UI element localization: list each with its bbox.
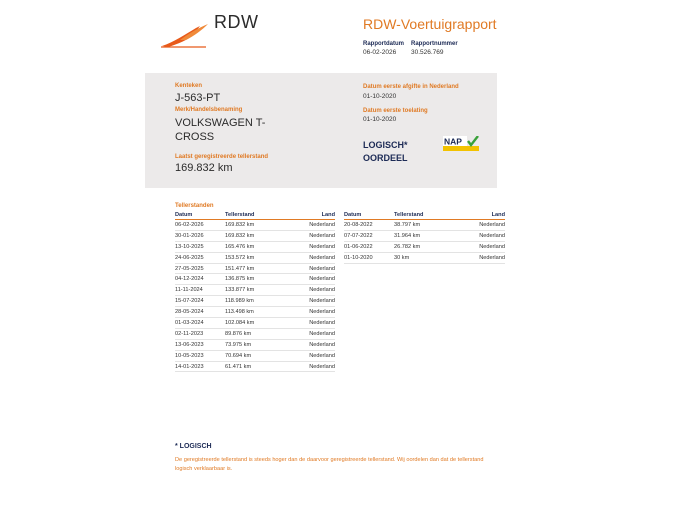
reading-value: 169.832 km bbox=[225, 230, 285, 241]
model-label: Merk/Handelsbenaming bbox=[175, 107, 243, 113]
reading-date: 28-05-2024 bbox=[175, 307, 225, 318]
table-row bbox=[175, 318, 335, 329]
table-row bbox=[175, 220, 335, 231]
reading-value: 118.989 km bbox=[225, 296, 285, 307]
reading-date: 27-05-2025 bbox=[175, 263, 225, 274]
col-date-header: Datum bbox=[175, 211, 225, 220]
plate-label: Kenteken bbox=[175, 83, 203, 89]
reading-value: 70.694 km bbox=[225, 350, 285, 361]
reading-value: 113.498 km bbox=[225, 307, 285, 318]
reading-date: 14-01-2023 bbox=[175, 361, 225, 372]
table-row bbox=[175, 285, 335, 296]
last-odometer: 169.832 km bbox=[175, 162, 233, 174]
nap-check-icon bbox=[443, 136, 479, 151]
verdict-line-2: OORDEEL bbox=[363, 153, 408, 163]
model-line-2: CROSS bbox=[175, 131, 215, 143]
table-row bbox=[344, 230, 505, 241]
reading-country: Nederland bbox=[454, 220, 505, 231]
reading-value: 151.477 km bbox=[225, 263, 285, 274]
first-nl-label: Datum eerste afgifte in Nederland bbox=[363, 84, 459, 90]
reading-date: 13-06-2023 bbox=[175, 339, 225, 350]
brand-name: RDW bbox=[214, 12, 259, 32]
reading-country: Nederland bbox=[285, 241, 335, 252]
report-title: RDW-Voertuigrapport bbox=[363, 16, 497, 32]
verdict-line-1: LOGISCH* bbox=[363, 140, 408, 150]
reading-country: Nederland bbox=[285, 285, 335, 296]
reading-country: Nederland bbox=[285, 296, 335, 307]
model-line-1: VOLKSWAGEN T- bbox=[175, 117, 266, 129]
reading-date: 20-08-2022 bbox=[344, 220, 394, 231]
reading-date: 02-11-2023 bbox=[175, 328, 225, 339]
col-reading-header: Tellerstand bbox=[394, 211, 454, 220]
table-row bbox=[175, 296, 335, 307]
reading-value: 136.875 km bbox=[225, 274, 285, 285]
reading-value: 38.797 km bbox=[394, 220, 454, 231]
reading-country: Nederland bbox=[285, 274, 335, 285]
table-row bbox=[175, 361, 335, 372]
reading-value: 61.471 km bbox=[225, 361, 285, 372]
reading-date: 11-11-2024 bbox=[175, 285, 225, 296]
table-row bbox=[344, 252, 505, 263]
table-row bbox=[175, 339, 335, 350]
reading-value: 30 km bbox=[394, 252, 454, 263]
reading-value: 133.877 km bbox=[225, 285, 285, 296]
reading-country: Nederland bbox=[285, 350, 335, 361]
reading-country: Nederland bbox=[285, 328, 335, 339]
report-number: 30.526.769 bbox=[411, 49, 444, 56]
reading-country: Nederland bbox=[285, 252, 335, 263]
table-row bbox=[175, 307, 335, 318]
reading-date: 30-01-2026 bbox=[175, 230, 225, 241]
table-row bbox=[175, 328, 335, 339]
report-date: 06-02-2026 bbox=[363, 49, 397, 56]
reading-value: 153.572 km bbox=[225, 252, 285, 263]
reading-value: 31.964 km bbox=[394, 230, 454, 241]
first-admission-label: Datum eerste toelating bbox=[363, 108, 428, 114]
odometer-label: Laatst geregistreerde tellerstand bbox=[175, 154, 269, 160]
table-row bbox=[175, 252, 335, 263]
col-reading-header: Tellerstand bbox=[225, 211, 285, 220]
table-row bbox=[175, 350, 335, 361]
readings-table-left bbox=[175, 211, 335, 372]
reading-value: 102.084 km bbox=[225, 318, 285, 329]
rdw-logo-icon bbox=[160, 22, 210, 48]
reading-country: Nederland bbox=[285, 230, 335, 241]
reading-date: 24-06-2025 bbox=[175, 252, 225, 263]
report-date-label: Rapportdatum bbox=[363, 41, 404, 47]
reading-date: 13-10-2025 bbox=[175, 241, 225, 252]
reading-date: 06-02-2026 bbox=[175, 220, 225, 231]
table-row bbox=[344, 241, 505, 252]
footnote-title: * LOGISCH bbox=[175, 443, 212, 450]
table-row bbox=[175, 274, 335, 285]
reading-country: Nederland bbox=[285, 318, 335, 329]
reading-country: Nederland bbox=[285, 307, 335, 318]
reading-date: 15-07-2024 bbox=[175, 296, 225, 307]
readings-title: Tellerstanden bbox=[175, 203, 214, 209]
reading-value: 165.476 km bbox=[225, 241, 285, 252]
reading-date: 01-06-2022 bbox=[344, 241, 394, 252]
reading-date: 01-10-2020 bbox=[344, 252, 394, 263]
reading-value: 89.876 km bbox=[225, 328, 285, 339]
col-country-header: Land bbox=[454, 211, 505, 220]
readings-table-right bbox=[344, 211, 505, 264]
reading-country: Nederland bbox=[285, 339, 335, 350]
reading-value: 26.782 km bbox=[394, 241, 454, 252]
reading-date: 01-03-2024 bbox=[175, 318, 225, 329]
license-plate: J-563-PT bbox=[175, 92, 221, 104]
table-row bbox=[175, 230, 335, 241]
reading-country: Nederland bbox=[454, 241, 505, 252]
nap-text: NAP bbox=[444, 136, 462, 147]
col-country-header: Land bbox=[285, 211, 335, 220]
col-date-header: Datum bbox=[344, 211, 394, 220]
reading-date: 10-05-2023 bbox=[175, 350, 225, 361]
reading-value: 73.975 km bbox=[225, 339, 285, 350]
reading-country: Nederland bbox=[285, 220, 335, 231]
reading-country: Nederland bbox=[454, 230, 505, 241]
table-row bbox=[175, 241, 335, 252]
reading-country: Nederland bbox=[285, 263, 335, 274]
first-nl-date: 01-10-2020 bbox=[363, 93, 397, 100]
table-row bbox=[344, 220, 505, 231]
reading-country: Nederland bbox=[454, 252, 505, 263]
report-number-label: Rapportnummer bbox=[411, 41, 458, 47]
reading-country: Nederland bbox=[285, 361, 335, 372]
reading-date: 04-12-2024 bbox=[175, 274, 225, 285]
reading-date: 07-07-2022 bbox=[344, 230, 394, 241]
reading-value: 169.832 km bbox=[225, 220, 285, 231]
table-row bbox=[175, 263, 335, 274]
first-admission-date: 01-10-2020 bbox=[363, 116, 397, 123]
footnote-text: De geregistreerde tellerstand is steeds hoger dan de daarvoor geregistreerde tellerstand. Wij oordelen dan dat de tellerstand logisch verklaarbaar is. bbox=[175, 457, 484, 472]
